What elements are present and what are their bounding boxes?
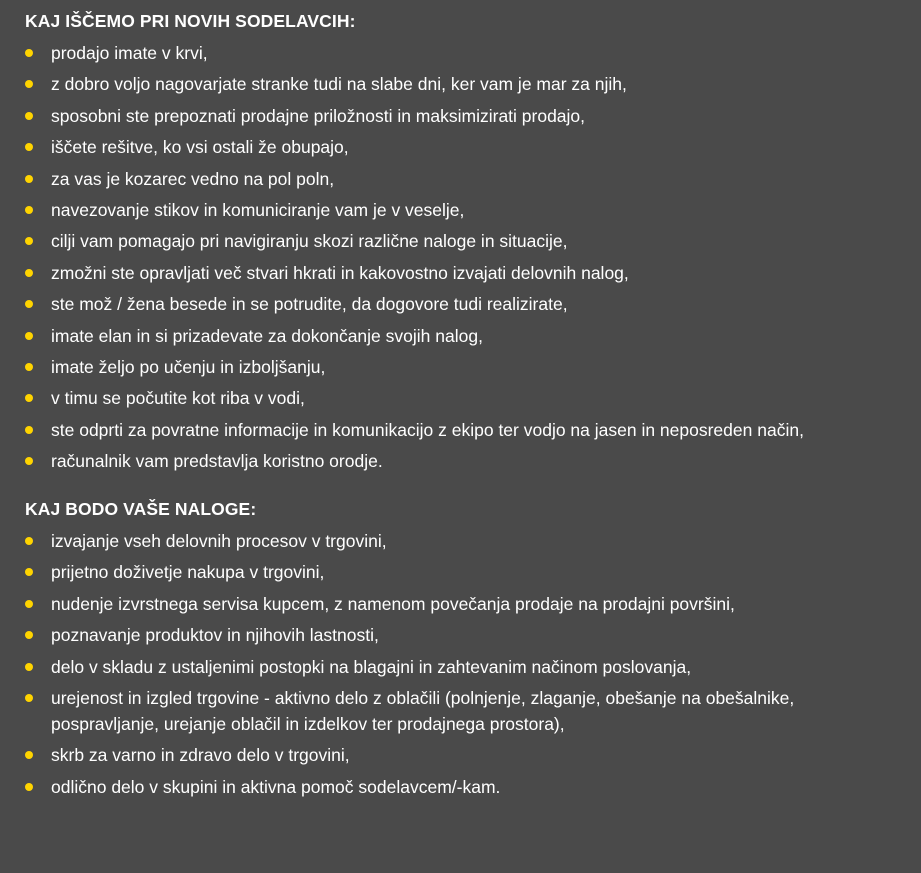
list-item (25, 559, 881, 585)
list-item (25, 622, 881, 648)
list-item (25, 528, 881, 554)
list-item (25, 654, 881, 680)
bullet-dot-icon (25, 363, 33, 371)
bullet-dot-icon (25, 332, 33, 340)
bullet-dot-icon (25, 394, 33, 402)
list-item (25, 40, 881, 66)
requirements-list (25, 40, 901, 474)
list-item-text: iščete rešitve, ko vsi ostali že obupajo, (51, 137, 349, 158)
list-item (25, 103, 881, 129)
list-item-text: za vas je kozarec vedno na pol poln, (51, 168, 335, 189)
list-item (25, 260, 881, 286)
list-item (25, 448, 881, 474)
bullet-dot-icon (25, 631, 33, 639)
list-item-text: imate elan in si prizadevate za dokončanje svojih nalog, (51, 325, 483, 346)
bullet-dot-icon (25, 206, 33, 214)
list-item-text: prodajo imate v krvi, (51, 43, 208, 63)
list-item-text: nudenje izvrstnega servisa kupcem, z namenom povečanja prodaje na prodajni površini, (51, 593, 735, 614)
list-item (25, 354, 881, 380)
list-item-text: sposobni ste prepoznati prodajne priložnosti in maksimizirati prodajo, (51, 105, 586, 126)
bullet-dot-icon (25, 300, 33, 308)
list-item-text: poznavanje produktov in njihovih lastnosti, (51, 625, 379, 646)
tasks-list (25, 528, 901, 800)
list-item (25, 323, 881, 349)
list-item-text: ste mož / žena besede in se potrudite, da dogovore tudi realizirate, (51, 294, 568, 315)
list-item-text: cilji vam pomagajo pri navigiranju skozi različne naloge in situacije, (51, 231, 568, 252)
bullet-dot-icon (25, 426, 33, 434)
list-item-text: urejenost in izgled trgovine - aktivno delo z oblačili (polnjenje, zlaganje, obešanje na obešalnike, pospravljanje, urejanje oblačil in izdelkov ter prodajnega prostora), (51, 688, 795, 735)
list-item (25, 591, 881, 617)
list-item-text: ste odprti za povratne informacije in komunikacijo z ekipo ter vodjo na jasen in neposreden način, (51, 419, 804, 440)
list-item-text: prijetno doživetje nakupa v trgovini, (51, 562, 325, 583)
bullet-dot-icon (25, 175, 33, 183)
list-item-text: odlično delo v skupini in aktivna pomoč sodelavcem/-kam. (51, 776, 501, 797)
list-item-text: navezovanje stikov in komuniciranje vam je v veselje, (51, 199, 465, 220)
list-item (25, 228, 881, 254)
bullet-dot-icon (25, 751, 33, 759)
list-item-text: z dobro voljo nagovarjate stranke tudi na slabe dni, ker vam je mar za njih, (51, 74, 627, 95)
list-item-text: računalnik vam predstavlja koristno orodje. (51, 451, 383, 472)
list-item (25, 166, 881, 192)
list-item (25, 197, 881, 223)
list-item (25, 291, 881, 317)
list-item-text: imate željo po učenju in izboljšanju, (51, 356, 326, 377)
bullet-dot-icon (25, 600, 33, 608)
list-item-text: zmožni ste opravljati več stvari hkrati in kakovostno izvajati delovnih nalog, (51, 262, 629, 283)
bullet-dot-icon (25, 663, 33, 671)
list-item-text: delo v skladu z ustaljenimi postopki na blagajni in zahtevanim načinom poslovanja, (51, 656, 692, 677)
list-item (25, 71, 881, 97)
list-item (25, 385, 881, 411)
list-item (25, 742, 881, 768)
bullet-dot-icon (25, 568, 33, 576)
bullet-dot-icon (25, 143, 33, 151)
list-item-text: skrb za varno in zdravo delo v trgovini, (51, 745, 350, 766)
bullet-dot-icon (25, 237, 33, 245)
list-item (25, 134, 881, 160)
bullet-dot-icon (25, 49, 33, 57)
list-item-text: izvajanje vseh delovnih procesov v trgovini, (51, 531, 387, 552)
list-item (25, 774, 881, 800)
list-item (25, 417, 881, 443)
bullet-dot-icon (25, 457, 33, 465)
bullet-dot-icon (25, 80, 33, 88)
bullet-dot-icon (25, 269, 33, 277)
bullet-dot-icon (25, 112, 33, 120)
list-item-text: v timu se počutite kot riba v vodi, (51, 388, 305, 409)
bullet-dot-icon (25, 537, 33, 545)
bullet-dot-icon (25, 783, 33, 791)
section-heading-tasks: KAJ BODO VAŠE NALOGE: (25, 499, 257, 520)
section-heading-requirements: KAJ IŠČEMO PRI NOVIH SODELAVCIH: (25, 11, 356, 31)
list-item (25, 685, 881, 737)
bullet-dot-icon (25, 694, 33, 702)
